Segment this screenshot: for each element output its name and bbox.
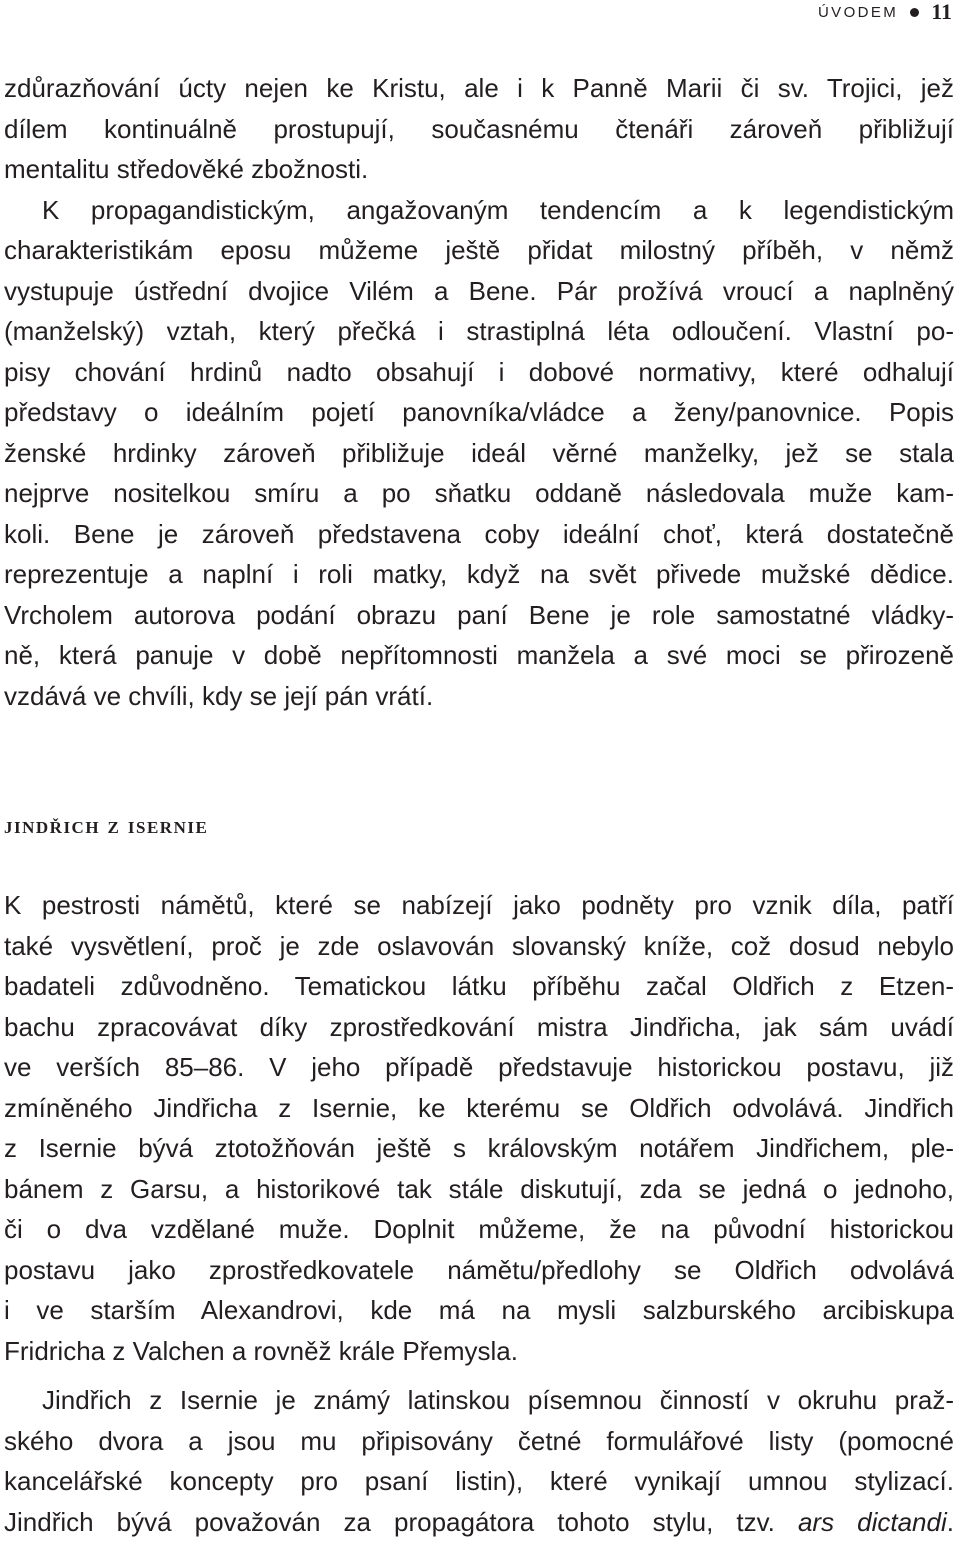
text-line: či o dva vzdělané muže. Doplnit můžeme, že na původní historickou	[4, 1214, 954, 1244]
intro-paragraphs	[4, 68, 954, 716]
text-line: i ve starším Alexandrovi, kde má na mysli salzburského arcibiskupa	[4, 1295, 954, 1325]
text-line: ně, která panuje v době nepřítomnosti manžela a své moci se přirozeně	[4, 640, 954, 670]
text-line: postavu jako zprostředkovatele námětu/předlohy se Oldřich odvolává	[4, 1254, 954, 1285]
bullet-icon	[910, 8, 919, 17]
final-period: .	[946, 1506, 954, 1537]
text-line: vzdává ve chvíli, kdy se její pán vrátí.	[4, 680, 434, 711]
text-line: také vysvětlení, proč je zde oslavován slovanský kníže, což dosud nebylo	[4, 930, 954, 961]
text-line: bánem z Garsu, a historikové tak stále diskutují, zda se jedná o jednoho,	[4, 1173, 954, 1204]
section-heading: jindřich z isernie	[4, 813, 209, 839]
section-paragraph-2	[4, 1380, 954, 1542]
page-number: 11	[931, 0, 952, 24]
text-line: Fridricha z Valchen a rovněž krále Přemysla.	[4, 1335, 518, 1366]
text-line: ve verších 85–86. V jeho případě představuje historickou postavu, již	[4, 1052, 954, 1082]
text-line: z Isernie bývá ztotožňován ještě s královským notářem Jindřichem, ple-	[4, 1133, 954, 1163]
text-line: Vrcholem autorova podání obrazu paní Bene je role samostatné vládky-	[4, 599, 954, 630]
text-line: zmíněného Jindřicha z Isernie, ke kterému se Oldřich odvolává. Jindřich	[4, 1092, 954, 1123]
running-head	[818, 0, 952, 24]
text-line: představy o ideálním pojetí panovníka/vládce a ženy/panovnice. Popis	[4, 397, 954, 427]
text-line: zdůrazňování úcty nejen ke Kristu, ale i k Panně Marii či sv. Trojici, jež	[4, 73, 954, 103]
text-line: badateli zdůvodněno. Tematickou látku příběhu začal Oldřich z Etzen-	[4, 971, 954, 1001]
text-line: bachu zpracovávat díky zprostředkování mistra Jindřicha, jak sám uvádí	[4, 1011, 954, 1042]
running-head-title: ÚVODEM	[817, 3, 899, 21]
section-paragraph-1	[4, 885, 954, 1371]
text-line: kancelářské koncepty pro psaní listin), které vynikají umnou stylizací.	[4, 1466, 954, 1496]
text-line-final-text: Jindřich bývá považován za propagátora tohoto stylu, tzv.	[4, 1506, 798, 1537]
text-line: ského dvora a jsou mu připisovány četné formulářové listy (pomocné	[4, 1425, 954, 1456]
text-line: reprezentuje a naplní i roli matky, když na svět přivede mužské dědice.	[4, 559, 954, 589]
text-line: vystupuje ústřední dvojice Vilém a Bene. Pár prožívá vroucí a naplněný	[4, 275, 954, 306]
text-line: K pestrosti námětů, které se nabízejí jako podněty pro vznik díla, patří	[4, 890, 954, 920]
text-line: K propagandistickým, angažovaným tendencím a k legendistickým	[42, 194, 954, 225]
text-line: pisy chování hrdinů nadto obsahují i dobové normativy, které odhalují	[4, 356, 954, 387]
text-line: mentalitu středověké zbožnosti.	[4, 154, 369, 184]
italic-term: ars dictandi	[797, 1506, 947, 1537]
text-line: koli. Bene je zároveň představena coby ideální choť, která dostatečně	[4, 518, 954, 549]
text-line-final	[4, 1502, 954, 1543]
text-line: nejprve nositelkou smíru a po sňatku oddaně následovala muže kam-	[4, 478, 954, 508]
text-line: Jindřich z Isernie je známý latinskou písemnou činností v okruhu praž-	[42, 1385, 954, 1415]
text-line: ženské hrdinky zároveň přibližuje ideál věrné manželky, jež se stala	[4, 437, 954, 468]
text-line: charakteristikám eposu můžeme ještě přidat milostný příběh, v němž	[4, 235, 954, 265]
text-line: dílem kontinuálně prostupují, současnému čtenáři zároveň přibližují	[4, 113, 954, 144]
text-line: (manželský) vztah, který přečká i strastiplná léta odloučení. Vlastní po-	[4, 316, 954, 346]
